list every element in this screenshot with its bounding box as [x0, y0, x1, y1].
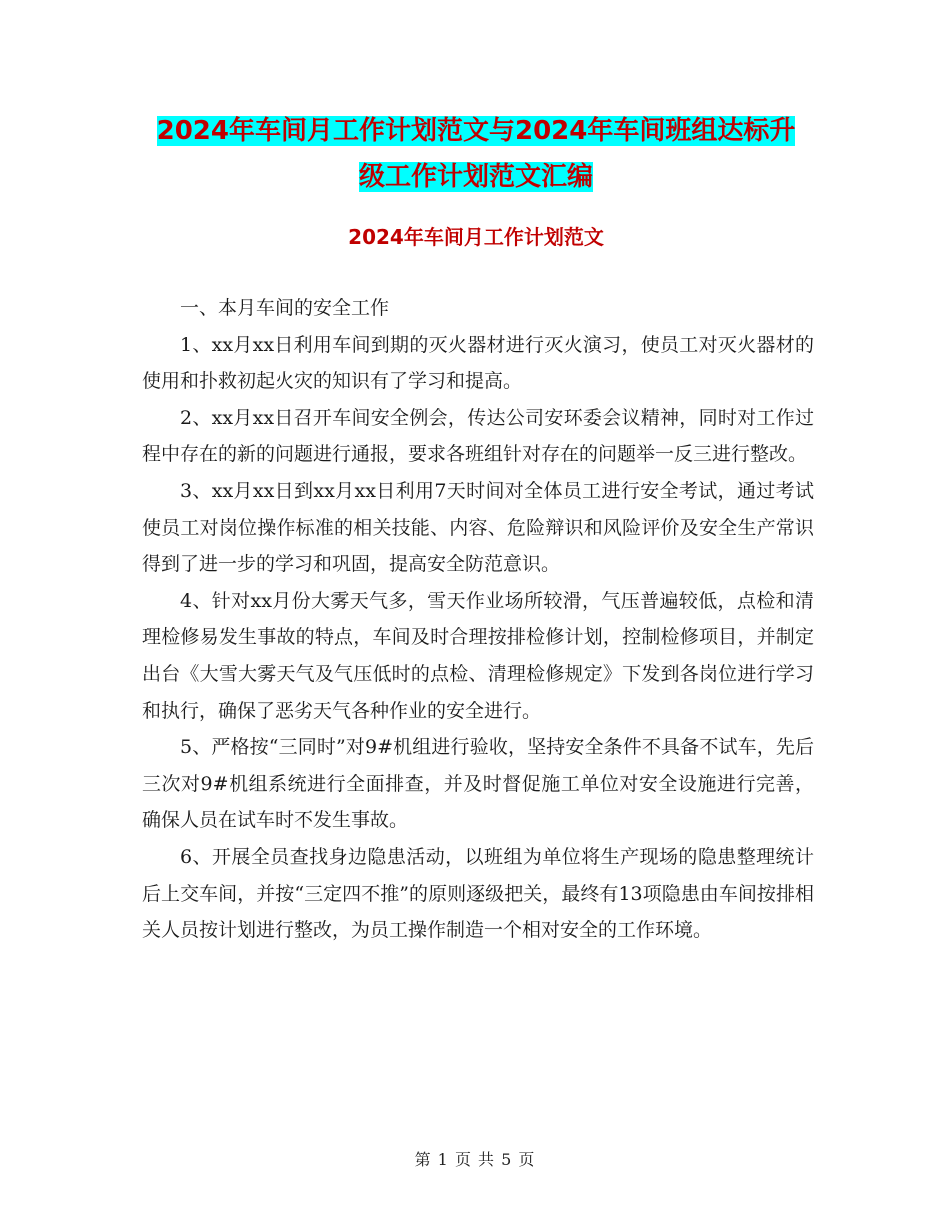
document-title-line-2: 级工作计划范文汇编	[358, 162, 593, 192]
document-title-line-1: 2024年车间月工作计划范文与2024年车间班组达标升	[156, 116, 796, 146]
section-title: 2024年车间月工作计划范文	[348, 225, 604, 249]
paragraph-1: 1、xx月xx日利用车间到期的灭火器材进行灭火演习，使员工对灭火器材的使用和扑救初起火灾的知识有了学习和提高。	[142, 333, 814, 393]
document-title	[140, 108, 812, 200]
page-footer: 第 1 页 共 5 页	[414, 1150, 536, 1169]
document-body	[142, 290, 814, 949]
section-heading-safety: 一、本月车间的安全工作	[180, 297, 390, 319]
paragraph-3: 3、xx月xx日到xx月xx日利用7天时间对全体员工进行安全考试，通过考试使员工对岗位操作标准的相关技能、内容、危险辩识和风险评价及安全生产常识得到了进一步的学习和巩固，提高安全防范意识。	[142, 479, 814, 576]
paragraph-2: 2、xx月xx日召开车间安全例会，传达公司安环委会议精神，同时对工作过程中存在的新的问题进行通报，要求各班组针对存在的问题举一反三进行整改。	[142, 406, 814, 466]
paragraph-6: 6、开展全员查找身边隐患活动，以班组为单位将生产现场的隐患整理统计后上交车间，并按“三定四不推”的原则逐级把关，最终有13项隐患由车间按排相关人员按计划进行整改，为员工操作制造一个相对安全的工作环境。	[142, 845, 814, 942]
paragraph-5: 5、严格按“三同时”对9#机组进行验收，坚持安全条件不具备不试车，先后三次对9#机组系统进行全面排查，并及时督促施工单位对安全设施进行完善，确保人员在试车时不发生事故。	[142, 736, 814, 832]
paragraph-4: 4、针对xx月份大雾天气多，雪天作业场所较滑，气压普遍较低，点检和清理检修易发生事故的特点，车间及时合理按排检修计划，控制检修项目，并制定出台《大雪大雾天气及气压低时的点检、清理检修规定》下发到各岗位进行学习和执行，确保了恶劣天气各种作业的安全进行。	[142, 589, 814, 722]
